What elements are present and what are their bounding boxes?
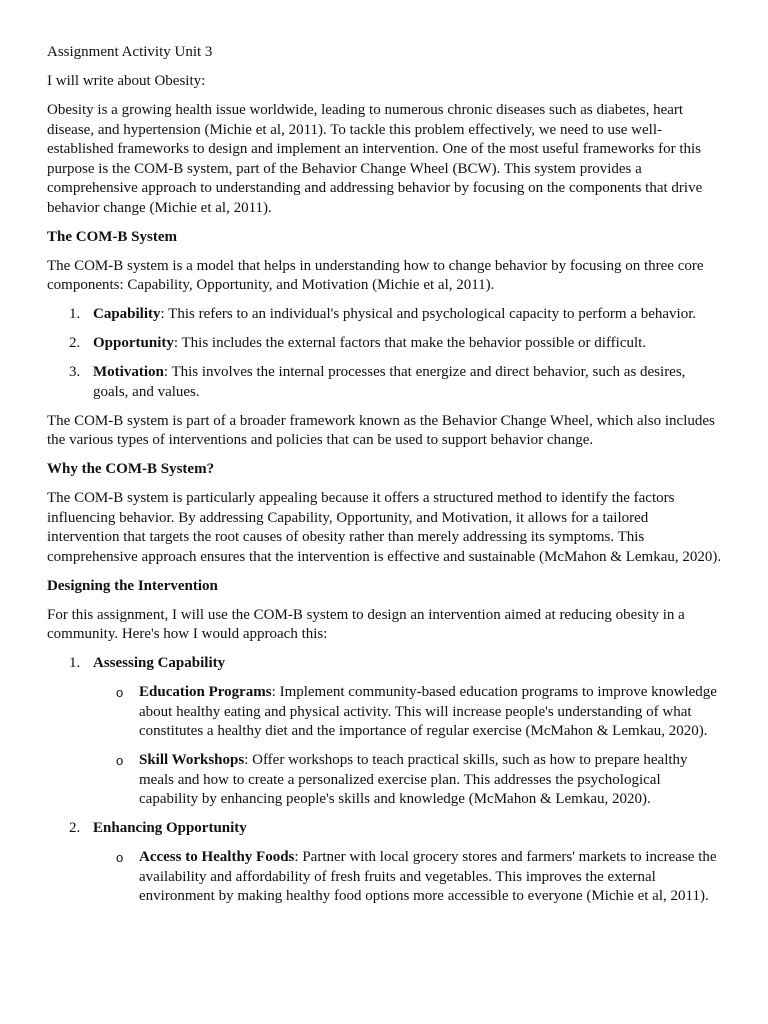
list-term: Motivation: [93, 364, 164, 380]
comb-components-list: [47, 305, 722, 402]
sub-item-text: : Offer workshops to teach practical skills, such as how to prepare healthy meals and how to create a personalized exercise plan. This addresses the psychological capability by enhancing people's skills and knowledge (McMahon & Lemkau, 2020).: [139, 752, 688, 807]
sub-list-item: [93, 751, 722, 810]
bullet-marker: o: [116, 685, 124, 700]
list-number: 1.: [69, 306, 81, 322]
list-term: Opportunity: [93, 335, 174, 351]
step-title: Enhancing Opportunity: [93, 820, 247, 836]
list-item: [47, 363, 722, 402]
sub-item-text: : Implement community-based education programs to improve knowledge about healthy eating and physical activity. This will increase people's understanding of what constitutes a healthy diet and the importance of regular exercise (McMahon & Lemkau, 2020).: [139, 684, 717, 739]
list-item: [47, 654, 722, 810]
intro-paragraph: Obesity is a growing health issue worldwide, leading to numerous chronic diseases such as diabetes, heart disease, and hypertension (Michie et al, 2011). To tackle this problem effectively, we need to use well-established frameworks to design and implement an intervention. One of the most useful frameworks for this purpose is the COM-B system, part of the Behavior Change Wheel (BCW). This system provides a comprehensive approach to understanding and addressing behavior by focusing on the components that drive behavior change (Michie et al, 2011).: [47, 102, 703, 216]
list-item: [47, 334, 722, 354]
bullet-marker: o: [116, 753, 124, 768]
list-item: [47, 305, 722, 325]
sub-list: [93, 683, 722, 810]
comb-outro-paragraph: The COM-B system is part of a broader framework known as the Behavior Change Wheel, which also includes the various types of interventions and policies that can be used to support behavior change.: [47, 412, 715, 448]
topic-line: I will write about Obesity:: [47, 73, 206, 89]
list-item: [47, 819, 722, 907]
list-text: : This includes the external factors that make the behavior possible or difficult.: [173, 335, 647, 351]
step-title: Assessing Capability: [93, 655, 226, 671]
sub-item-term: Access to Healthy Foods: [139, 849, 295, 865]
list-text: : This refers to an individual's physical and psychological capacity to perform a behavior.: [160, 306, 697, 322]
sub-item-term: Skill Workshops: [139, 752, 245, 768]
design-heading: Designing the Intervention: [47, 577, 218, 594]
design-intro-paragraph: For this assignment, I will use the COM-B system to design an intervention aimed at reducing obesity in a community. Here's how I would approach this:: [47, 606, 685, 642]
sub-item-term: Education Programs: [139, 684, 272, 700]
sub-list: [93, 848, 722, 907]
comb-heading: The COM-B System: [47, 228, 177, 245]
sub-list-item: [93, 848, 722, 907]
list-text: : This involves the internal processes that energize and direct behavior, such as desires, goals, and values.: [93, 364, 686, 400]
design-steps-list: [47, 654, 722, 907]
why-heading: Why the COM-B System?: [47, 461, 215, 477]
sub-item-text: : Partner with local grocery stores and farmers' markets to increase the availability and affordability of fresh fruits and vegetables. This improves the external environment by making healthy food options more accessible to everyone (Michie et al, 2011).: [139, 849, 717, 904]
why-paragraph: The COM-B system is particularly appealing because it offers a structured method to identify the factors influencing behavior. By addressing Capability, Opportunity, and Motivation, it allows for a tailored intervention that targets the root causes of obesity rather than merely addressing its symptoms. This comprehensive approach ensures that the intervention is effective and sustainable (McMahon & Lemkau, 2020).: [47, 490, 722, 565]
list-number: 2.: [69, 820, 81, 836]
list-number: 1.: [69, 655, 81, 671]
list-term: Capability: [93, 306, 161, 322]
list-number: 2.: [69, 335, 81, 351]
list-number: 3.: [69, 364, 81, 380]
document-title: Assignment Activity Unit 3: [47, 44, 213, 60]
sub-list-item: [93, 683, 722, 742]
bullet-marker: o: [116, 850, 124, 865]
comb-intro-paragraph: The COM-B system is a model that helps in understanding how to change behavior by focusing on three core components: Capability, Opportunity, and Motivation (Michie et al, 2011).: [47, 257, 704, 293]
